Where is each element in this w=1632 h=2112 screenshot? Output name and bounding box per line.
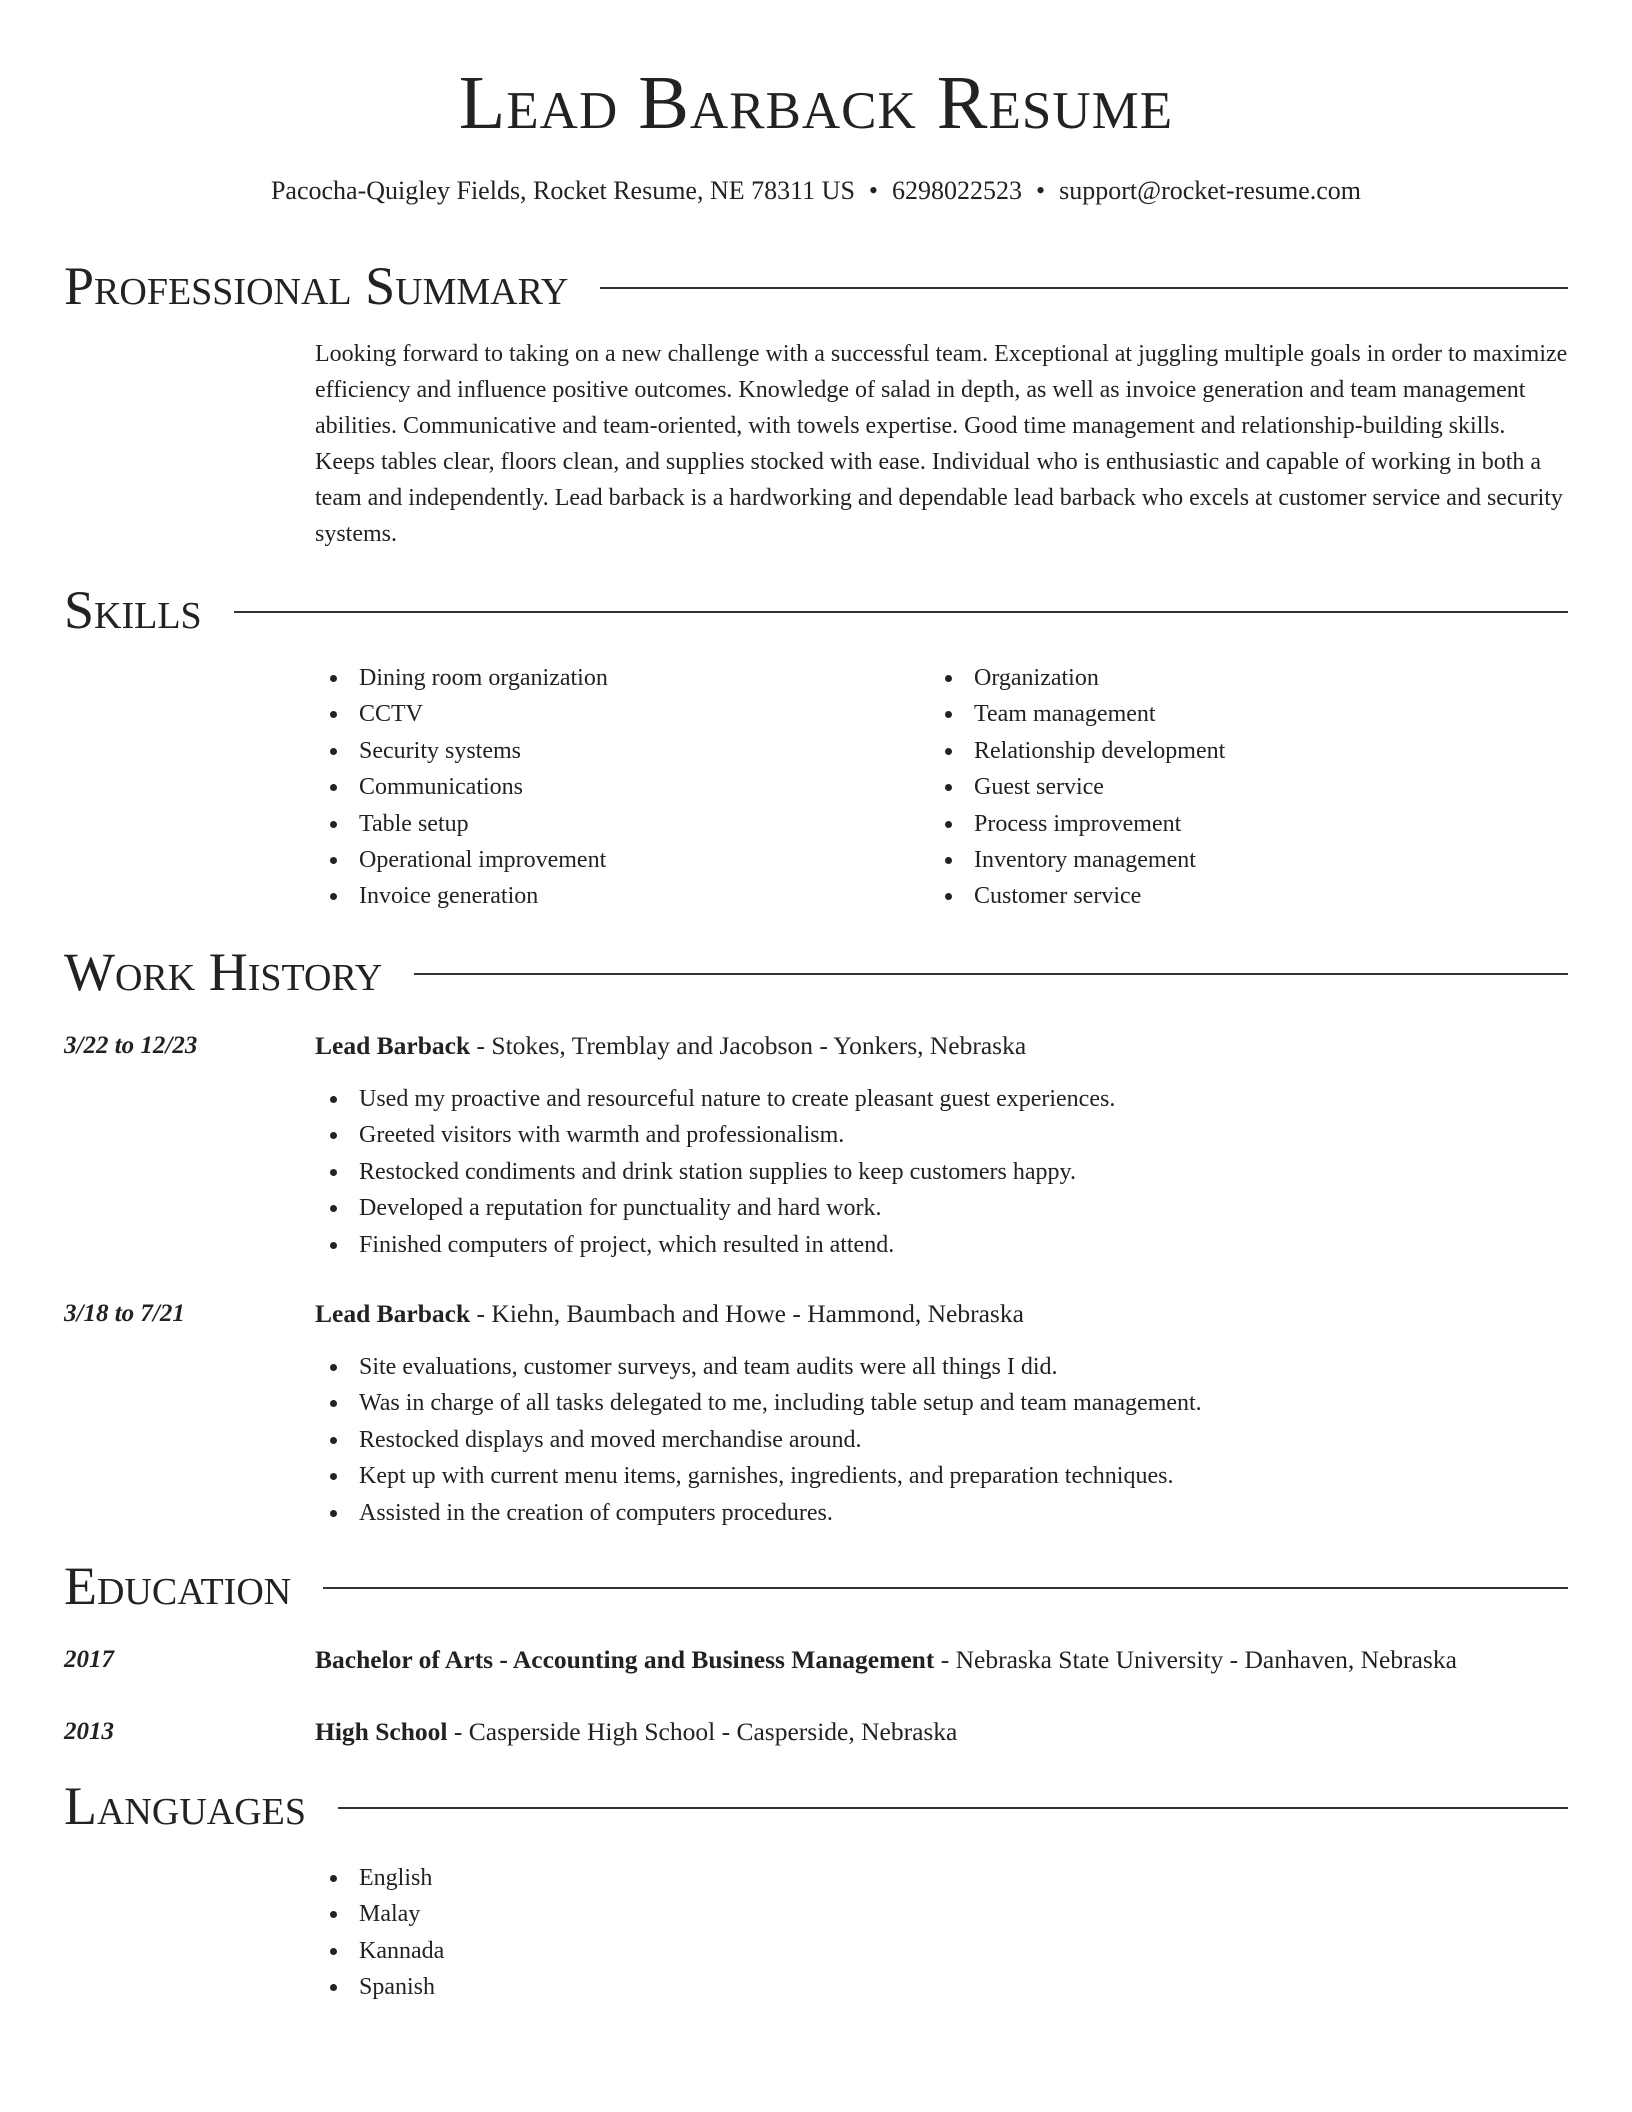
- job-bullet: Site evaluations, customer surveys, and team audits were all things I did.: [315, 1349, 1570, 1385]
- education-year: 2013: [64, 1718, 114, 1745]
- skill-item: Invoice generation: [315, 878, 875, 914]
- education-section-header: [64, 1556, 1568, 1616]
- job-details: - Kiehn, Baumbach and Howe - Hammond, Nebraska: [470, 1299, 1024, 1328]
- skill-item: CCTV: [315, 696, 875, 732]
- job-bullets: [315, 1081, 1570, 1263]
- skill-item: Process improvement: [930, 806, 1490, 842]
- contact-separator: •: [1036, 176, 1046, 205]
- job-bullet: Finished computers of project, which resulted in attend.: [315, 1227, 1570, 1263]
- skill-item: Table setup: [315, 806, 875, 842]
- job-bullet: Assisted in the creation of computers procedures.: [315, 1495, 1570, 1531]
- education-details: - Casperside High School - Casperside, Nebraska: [447, 1717, 958, 1746]
- job-bullet: Developed a reputation for punctuality and hard work.: [315, 1190, 1570, 1226]
- job-bullet: Restocked displays and moved merchandise around.: [315, 1422, 1570, 1458]
- summary-text: Looking forward to taking on a new challenge with a successful team. Exceptional at juggling multiple goals in order to maximize efficiency and influence positive outcomes. Knowledge of salad in depth, as well as invoice generation and team management abilities. Communicative and team-oriented, with towels expertise. Good time management and relationship-building skills. Keeps tables clear, floors clean, and supplies stocked with ease. Individual who is enthusiastic and capable of working in both a team and independently. Lead barback is a hardworking and dependable lead barback who excels at customer service and security systems.: [315, 341, 1568, 547]
- skills-column-right: [930, 660, 1490, 915]
- education-heading: [315, 1715, 1585, 1749]
- language-item: English: [315, 1860, 1570, 1896]
- skills-column-left: [315, 660, 875, 915]
- education-year: 2017: [64, 1646, 114, 1673]
- job-bullet: Was in charge of all tasks delegated to me, including table setup and team management.: [315, 1385, 1570, 1421]
- education-details: - Nebraska State University - Danhaven, Nebraska: [934, 1645, 1457, 1674]
- section-divider: [323, 1587, 1568, 1589]
- job-heading: [315, 1029, 1585, 1063]
- education-degree: Bachelor of Arts - Accounting and Business Management: [315, 1645, 935, 1674]
- resume-title: Lead Barback Resume: [458, 61, 1174, 145]
- section-divider: [338, 1807, 1568, 1809]
- language-item: Spanish: [315, 1969, 1570, 2005]
- job-dates: 3/18 to 7/21: [64, 1300, 185, 1327]
- skill-item: Inventory management: [930, 842, 1490, 878]
- summary-section-header: [64, 256, 1568, 316]
- skill-item: Relationship development: [930, 733, 1490, 769]
- contact-line: [0, 174, 1632, 208]
- education-heading: [315, 1643, 1585, 1677]
- section-title: Professional Summary: [64, 256, 569, 316]
- contact-phone: 6298022523: [892, 176, 1023, 205]
- section-title: Education: [64, 1556, 292, 1616]
- skill-item: Guest service: [930, 769, 1490, 805]
- skill-item: Organization: [930, 660, 1490, 696]
- section-title: Skills: [64, 580, 202, 640]
- education-degree: High School: [315, 1717, 448, 1746]
- language-item: Kannada: [315, 1933, 1570, 1969]
- section-divider: [414, 973, 1568, 975]
- languages-list: [315, 1860, 1570, 2006]
- languages-section-header: [64, 1776, 1568, 1836]
- language-item: Malay: [315, 1896, 1570, 1932]
- work-section-header: [64, 942, 1568, 1002]
- skill-item: Communications: [315, 769, 875, 805]
- job-bullet: Greeted visitors with warmth and professionalism.: [315, 1117, 1570, 1153]
- job-bullet: Used my proactive and resourceful nature to create pleasant guest experiences.: [315, 1081, 1570, 1117]
- job-bullet: Kept up with current menu items, garnishes, ingredients, and preparation techniques.: [315, 1458, 1570, 1494]
- job-title: Lead Barback: [315, 1031, 471, 1060]
- contact-email: support@rocket-resume.com: [1059, 176, 1362, 205]
- section-divider: [600, 287, 1568, 289]
- skill-item: Team management: [930, 696, 1490, 732]
- job-dates: 3/22 to 12/23: [64, 1032, 198, 1059]
- section-divider: [234, 611, 1568, 613]
- job-bullets: [315, 1349, 1570, 1531]
- skill-item: Customer service: [930, 878, 1490, 914]
- skill-item: Operational improvement: [315, 842, 875, 878]
- job-heading: [315, 1297, 1585, 1331]
- skill-item: Security systems: [315, 733, 875, 769]
- job-title: Lead Barback: [315, 1299, 471, 1328]
- contact-address: Pacocha-Quigley Fields, Rocket Resume, NE 78311 US: [270, 176, 855, 205]
- skill-item: Dining room organization: [315, 660, 875, 696]
- skills-section-header: [64, 580, 1568, 640]
- section-title: Work History: [64, 942, 383, 1002]
- section-title: Languages: [64, 1776, 306, 1836]
- job-details: - Stokes, Tremblay and Jacobson - Yonkers, Nebraska: [470, 1031, 1027, 1060]
- job-bullet: Restocked condiments and drink station supplies to keep customers happy.: [315, 1154, 1570, 1190]
- contact-separator: •: [868, 176, 879, 205]
